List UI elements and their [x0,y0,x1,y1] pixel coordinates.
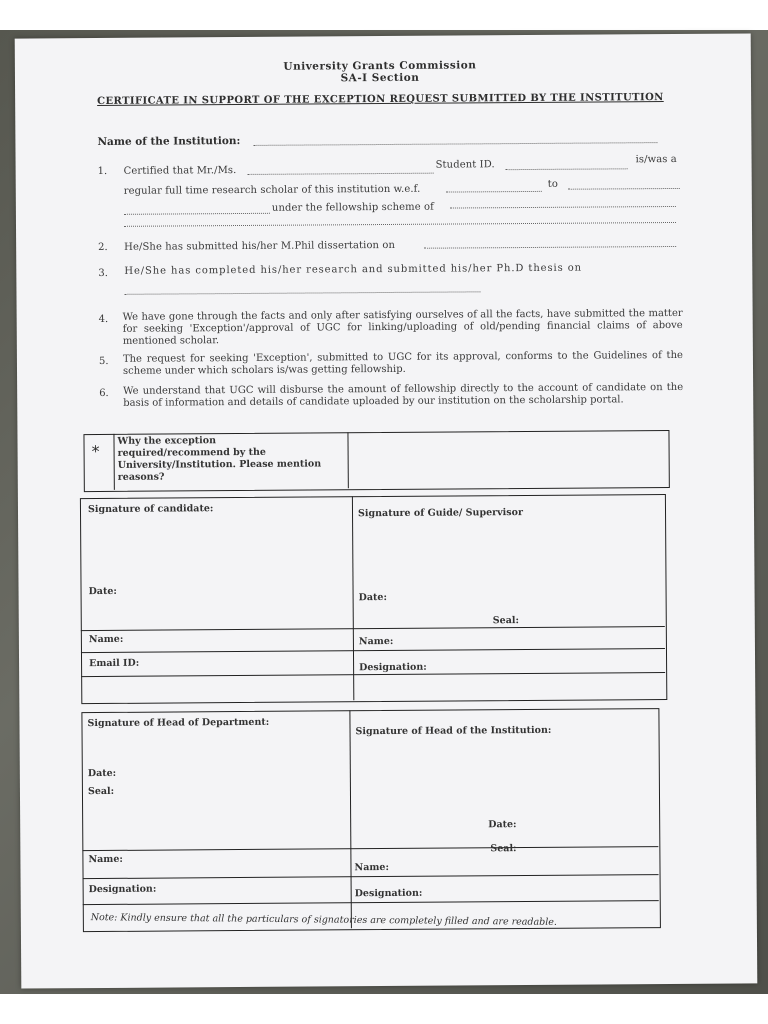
mphil-field[interactable] [424,246,676,249]
reason-line-3: University/Institution. Please mention [117,458,322,471]
guide-name-label: Name: [358,635,394,648]
item-2-text: He/She has submitted his/her M.Phil dissertation on [124,239,396,253]
item-4-number: 4. [98,313,109,326]
item-6-number: 6. [99,387,109,399]
scheme-extra-field[interactable] [124,222,676,227]
hoi-designation-label: Designation: [354,887,423,900]
item-1-is-was: is/was a [635,153,677,166]
from-date-field[interactable] [446,191,542,193]
reason-line-2: required/recommend by the [117,446,266,459]
institution-label: Name of the Institution: [97,135,241,149]
item-1-under: under the fellowship scheme of [271,201,434,214]
item-4-text: We have gone through the facts and only after satisfying ourselves of all the facts, have submitted the matter for seeking 'Exception'/approval of UGC for linking/uploading of old/pending financial claims of above mentioned scholar. [122,307,683,347]
item-1-regular: regular full time research scholar of this institution w.e.f. [123,183,421,197]
candidate-signature-label: Signature of candidate: [87,503,214,516]
item-1-number: 1. [97,165,108,178]
hoi-signature-label: Signature of Head of the Institution: [355,724,552,738]
candidate-date-label: Date: [88,585,117,598]
reason-line-4: reasons? [117,471,165,483]
hod-name-label: Name: [88,853,123,866]
hoi-name-label: Name: [354,861,389,874]
item-2-number: 2. [98,241,108,254]
item-1-certified: Certified that Mr./Ms. [123,165,237,177]
page-title: CERTIFICATE IN SUPPORT OF THE EXCEPTION REQUEST SUBMITTED BY THE INSTITUTION [97,92,664,108]
org-heading: University Grants Commission [283,59,477,73]
scheme-field[interactable] [450,206,676,209]
candidate-email-label: Email ID: [89,657,140,670]
hoi-date-label: Date: [488,819,517,831]
to-date-field[interactable] [568,188,680,190]
item-1-student-id: Student ID. [435,159,495,171]
guide-date-label: Date: [358,591,387,604]
item-3-text: He/She has completed his/her research and submitted his/her Ph.D thesis on [124,262,583,277]
hod-designation-label: Designation: [88,883,157,896]
scheme-prefix-field[interactable] [124,213,270,215]
scholar-name-field[interactable] [248,173,434,175]
document-page [15,33,758,988]
footer-note: Note: Kindly ensure that all the particulars of signatories are completely filled and are readable. [90,912,558,928]
hod-seal-label: Seal: [87,785,115,798]
guide-signature-label: Signature of Guide/ Supervisor [357,507,523,520]
reason-answer-field[interactable] [351,434,661,484]
asterisk-icon: * [91,441,100,462]
candidate-name-label: Name: [88,633,124,646]
guide-designation-label: Designation: [359,661,427,674]
guide-seal-label: Seal: [492,615,519,627]
section-heading: SA-I Section [340,71,420,85]
item-6-text: We understand that UGC will disburse the amount of fellowship directly to the account of candidate on the basis of information and details of candidate uploaded by our institution on the scholarship portal. [123,381,684,409]
student-id-field[interactable] [506,168,628,170]
reason-line-1: Why the exception [117,435,217,447]
phd-field[interactable] [124,291,480,294]
item-3-number: 3. [98,267,108,280]
item-1-to: to [547,178,559,190]
reason-question-line-1 [117,434,343,447]
hoi-seal-label: Seal: [490,843,517,855]
institution-field[interactable] [253,142,657,146]
item-5-text: The request for seeking 'Exception', submitted to UGC for its approval, conforms to the Guidelines of the scheme under which scholars is/was getting fellowship. [122,349,683,377]
hod-date-label: Date: [87,767,117,780]
item-5-number: 5. [98,355,109,368]
hod-signature-label: Signature of Head of Department: [87,716,270,730]
